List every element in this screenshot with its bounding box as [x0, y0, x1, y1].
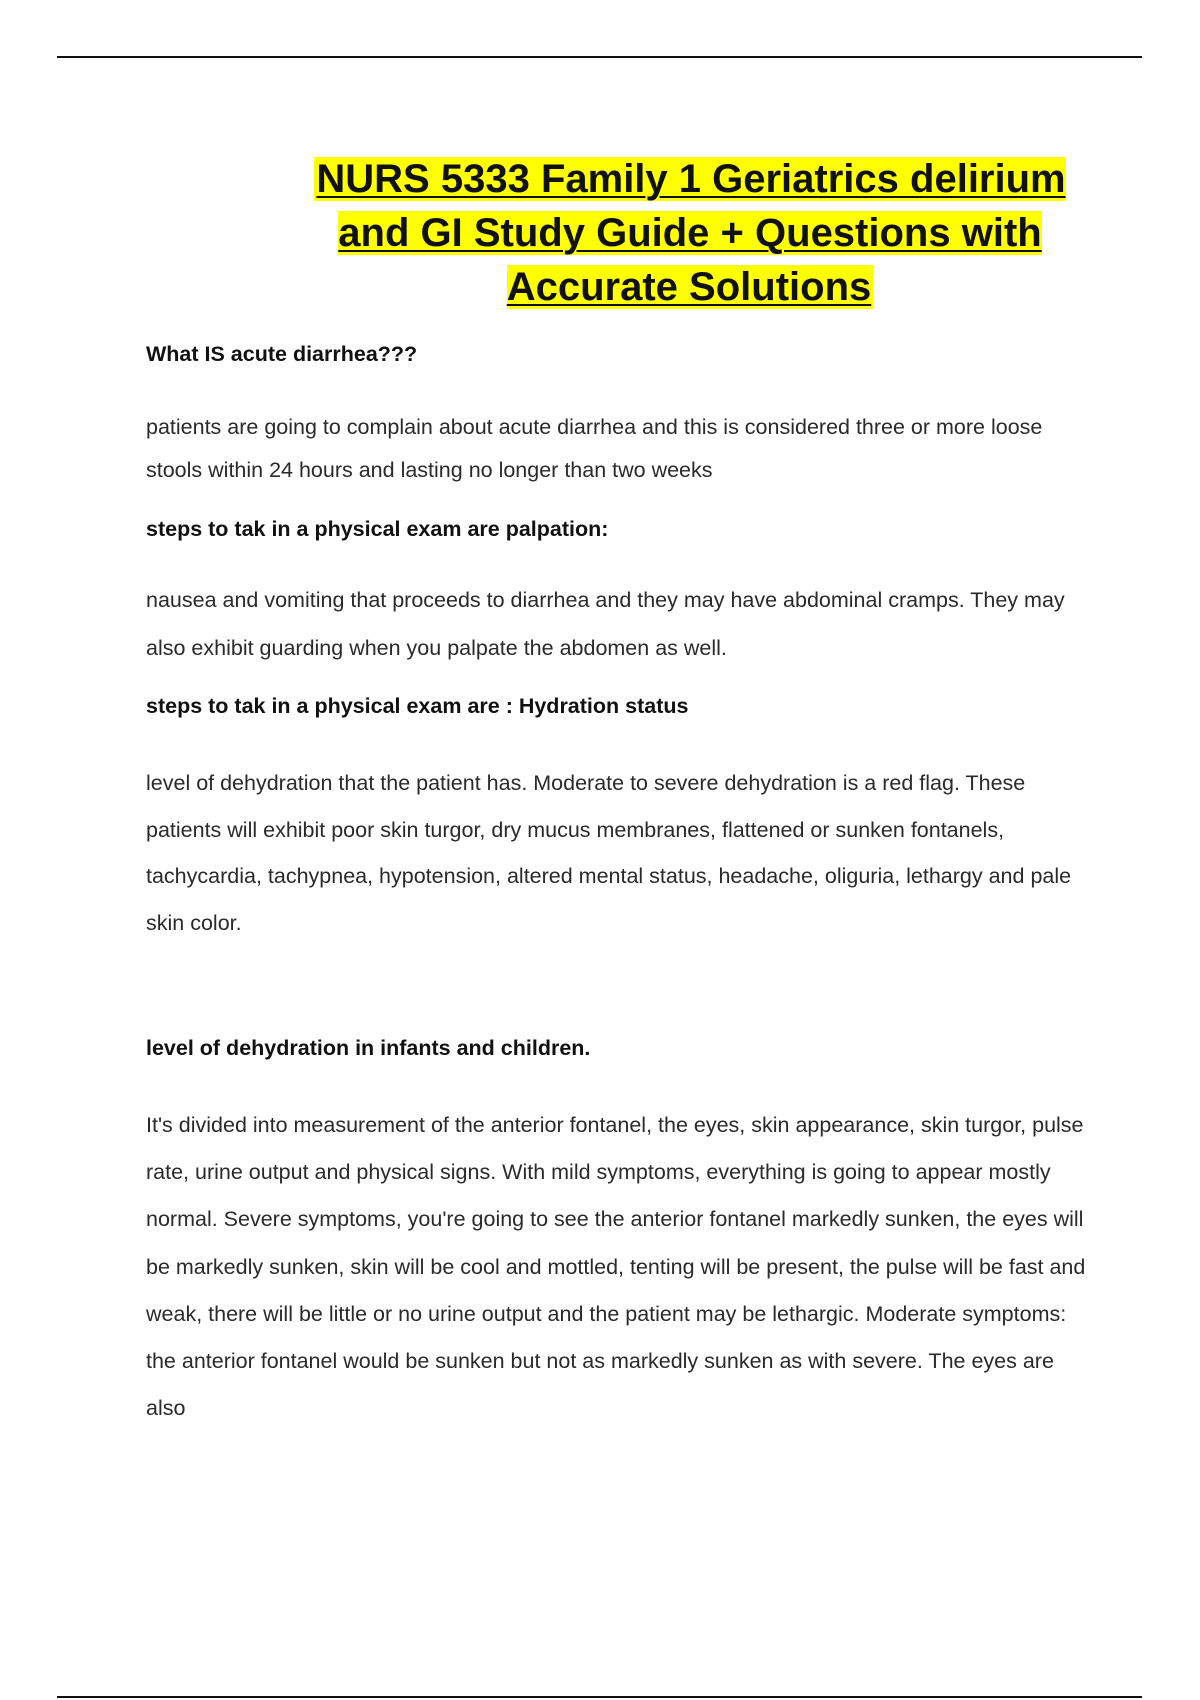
question-heading: steps to tak in a physical exam are palpation:	[146, 517, 609, 541]
answer-paragraph: nausea and vomiting that proceeds to diarrhea and they may have abdominal cramps. They may also exhibit guarding when you palpate the abdomen as well.	[146, 588, 1065, 660]
answer-paragraph: patients are going to complain about acute diarrhea and this is considered three or more loose stools within 24 hours and lasting no longer than two weeks	[146, 415, 1043, 482]
top-rule	[57, 56, 1142, 58]
question-heading: What IS acute diarrhea???	[146, 342, 418, 366]
question-heading: steps to tak in a physical exam are : Hydration status	[146, 694, 689, 718]
answer-paragraph: level of dehydration that the patient has. Moderate to severe dehydration is a red flag. These patients will exhibit poor skin turgor, dry mucus membranes, flattened or sunken fontanels, tachycardia, tachypnea, hypotension, altered mental status, headache, oliguria, lethargy and pale skin color.	[146, 771, 1072, 935]
bottom-rule	[57, 1696, 1142, 1698]
document-title-text: NURS 5333 Family 1 Geriatrics delirium and GI Study Guide + Questions with Accurate Solutions	[316, 157, 1066, 309]
document-title	[300, 152, 1080, 314]
question-heading: level of dehydration in infants and children.	[146, 1036, 591, 1060]
answer-paragraph: It's divided into measurement of the anterior fontanel, the eyes, skin appearance, skin turgor, pulse rate, urine output and physical signs. With mild symptoms, everything is going to appear mostly normal. Severe symptoms, you're going to see the anterior fontanel markedly sunken, the eyes will be markedly sunken, skin will be cool and mottled, tenting will be present, the pulse will be fast and weak, there will be little or no urine output and the patient may be lethargic. Moderate symptoms: the anterior fontanel would be sunken but not as markedly sunken as with severe. The eyes are also	[146, 1113, 1086, 1421]
